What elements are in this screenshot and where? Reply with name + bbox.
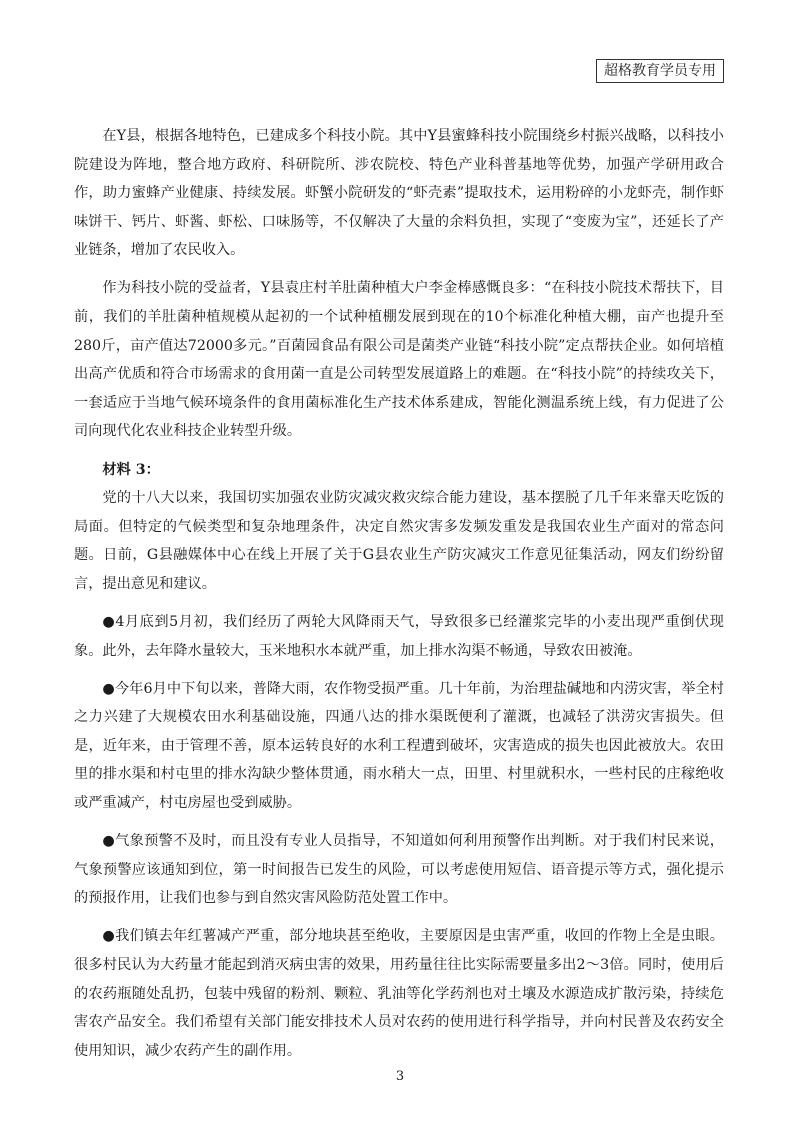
document-body: [74, 122, 724, 1075]
paragraph-beneficiary: 作为科技小院的受益者，Y县袁庄村羊肚菌种植大户李金棒感慨良多：“在科技小院技术帮扶下，目前，我们的羊肚菌种植规模从起初的一个试种植棚发展到现在的10个标准化种植大棚，亩产也提升至280斤，亩产值达72000多元。”百菌园食品有限公司是菌类产业链“科技小院”定点帮扶企业。如何培植出高产优质和符合市场需求的食用菌一直是公司转型发展道路上的难题。在“科技小院”的持续攻关下，一套适应于当地气候环境条件的食用菌标准化生产技术体系建成，智能化测温系统上线，有力促进了公司向现代化农业科技企业转型升级。: [74, 280, 724, 440]
paragraph-bullet-pesticide: ●我们镇去年红薯减产严重，部分地块甚至绝收，主要原因是虫害严重，收回的作物上全是虫眼。很多村民认为大药量才能起到消灭病虫害的效果，用药量往往比实际需要量多出2～3倍。同时，使用后的农药瓶随处乱扔，包装中残留的粉剂、颗粒、乳油等化学药剂也对土壤及水源造成扩散污染，持续危害农产品安全。我们希望有关部门能安排技术人员对农药的使用进行科学指导，并向村民普及农药安全使用知识，减少农药产生的副作用。: [74, 928, 724, 1059]
material-heading: 材料 3：: [102, 461, 160, 478]
header-label: 超格教育学员专用: [596, 59, 724, 83]
paragraph-bullet-wind-rain: ●4月底到5月初，我们经历了两轮大风降雨天气，导致很多已经灌浆完毕的小麦出现严重倒伏现象。此外，去年降水量较大，玉米地积水本就严重，加上排水沟渠不畅通，导致农田被淹。: [74, 614, 724, 659]
paragraph-bullet-weather-warning: ●气象预警不及时，而且没有专业人员指导，不知道如何利用预警作出判断。对于我们村民来说，气象预警应该通知到位，第一时间报告已发生的风险，可以考虑使用短信、语音提示等方式，强化提示的预报作用，让我们也参与到自然灾害风险防范处置工作中。: [74, 833, 724, 907]
paragraph-keji-xiaoyuan: 在Y县，根据各地特色，已建成多个科技小院。其中Y县蜜蜂科技小院围绕乡村振兴战略，以科技小院建设为阵地，整合地方政府、科研院所、涉农院校、特色产业科普基地等优势，加强产学研用政合作，助力蜜蜂产业健康、持续发展。虾蟹小院研发的“虾壳素”提取技术，运用粉碎的小龙虾壳，制作虾味饼干、钙片、虾酱、虾松、口味肠等，不仅解决了大量的余料负担，实现了“变废为宝”，还延长了产业链条，增加了农民收入。: [74, 128, 724, 259]
paragraph-disaster-intro: 党的十八大以来，我国切实加强农业防灾减灾救灾综合能力建设，基本摆脱了几千年来靠天吃饭的局面。但特定的气候类型和复杂地理条件，决定自然灾害多发频发重发是我国农业生产面对的常态问题。日前，G县融媒体中心在线上开展了关于G县农业生产防灾减灾工作意见征集活动，网友们纷纷留言，提出意见和建议。: [74, 490, 724, 592]
paragraph-bullet-heavy-rain: ●今年6月中下旬以来，普降大雨，农作物受损严重。几十年前，为治理盐碱地和内涝灾害，举全村之力兴建了大规模农田水利基础设施，四通八达的排水渠既便利了灌溉，也减轻了洪涝灾害损失。但是，近年来，由于管理不善，原本运转良好的水利工程遭到破坏，灾害造成的损失也因此被放大。农田里的排水渠和村屯里的排水沟缺少整体贯通，雨水稍大一点，田里、村里就积水，一些村民的庄稼绝收或严重减产，村屯房屋也受到威胁。: [74, 680, 724, 812]
page-number: 3: [395, 1069, 405, 1084]
